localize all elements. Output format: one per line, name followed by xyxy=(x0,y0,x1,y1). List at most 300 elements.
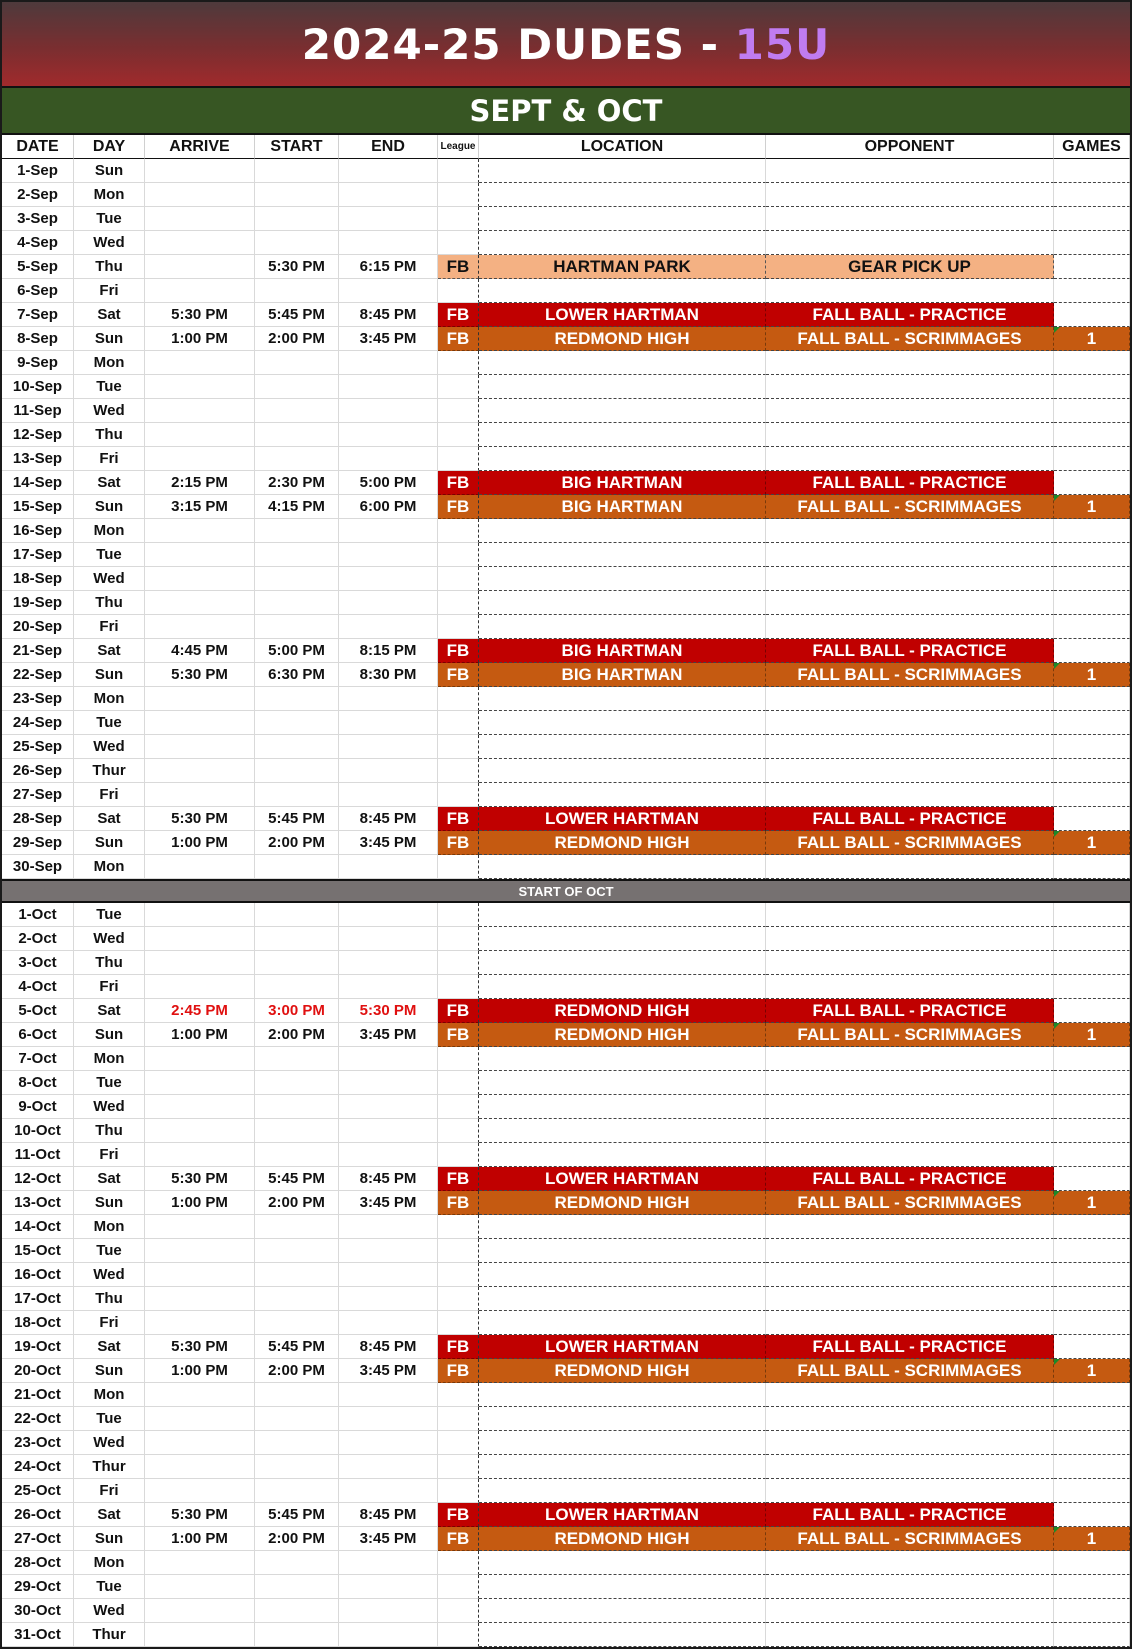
league-cell[interactable]: FB xyxy=(438,999,479,1023)
arrive-cell[interactable] xyxy=(145,1599,255,1623)
games-cell[interactable] xyxy=(1054,759,1130,783)
end-cell[interactable] xyxy=(339,1599,438,1623)
day-cell[interactable]: Sun xyxy=(74,159,145,183)
day-cell[interactable]: Sun xyxy=(74,663,145,687)
arrive-cell[interactable] xyxy=(145,1287,255,1311)
start-cell[interactable]: 2:00 PM xyxy=(255,1023,339,1047)
arrive-cell[interactable] xyxy=(145,687,255,711)
date-cell[interactable]: 30-Oct xyxy=(2,1599,74,1623)
start-cell[interactable]: 5:30 PM xyxy=(255,255,339,279)
opponent-cell[interactable] xyxy=(766,1143,1054,1167)
day-cell[interactable]: Wed xyxy=(74,735,145,759)
games-cell[interactable] xyxy=(1054,303,1130,327)
league-cell[interactable] xyxy=(438,567,479,591)
games-cell[interactable] xyxy=(1054,591,1130,615)
arrive-cell[interactable] xyxy=(145,1119,255,1143)
opponent-cell[interactable] xyxy=(766,1047,1054,1071)
date-cell[interactable]: 15-Sep xyxy=(2,495,74,519)
col-header-date[interactable]: DATE xyxy=(2,135,74,159)
day-cell[interactable]: Wed xyxy=(74,567,145,591)
day-cell[interactable]: Fri xyxy=(74,1143,145,1167)
col-header-arrive[interactable]: ARRIVE xyxy=(145,135,255,159)
location-cell[interactable]: REDMOND HIGH xyxy=(479,1191,766,1215)
day-cell[interactable]: Tue xyxy=(74,1575,145,1599)
games-cell[interactable]: 1 xyxy=(1054,1023,1130,1047)
arrive-cell[interactable] xyxy=(145,255,255,279)
start-cell[interactable] xyxy=(255,207,339,231)
arrive-cell[interactable]: 1:00 PM xyxy=(145,1359,255,1383)
games-cell[interactable] xyxy=(1054,351,1130,375)
date-cell[interactable]: 2-Oct xyxy=(2,927,74,951)
end-cell[interactable] xyxy=(339,1407,438,1431)
location-cell[interactable]: REDMOND HIGH xyxy=(479,1359,766,1383)
end-cell[interactable] xyxy=(339,687,438,711)
end-cell[interactable]: 5:00 PM xyxy=(339,471,438,495)
end-cell[interactable] xyxy=(339,519,438,543)
opponent-cell[interactable] xyxy=(766,1599,1054,1623)
league-cell[interactable] xyxy=(438,183,479,207)
date-cell[interactable]: 24-Sep xyxy=(2,711,74,735)
games-cell[interactable] xyxy=(1054,1431,1130,1455)
date-cell[interactable]: 21-Sep xyxy=(2,639,74,663)
date-cell[interactable]: 26-Oct xyxy=(2,1503,74,1527)
location-cell[interactable] xyxy=(479,951,766,975)
day-cell[interactable]: Thu xyxy=(74,1119,145,1143)
location-cell[interactable] xyxy=(479,159,766,183)
arrive-cell[interactable] xyxy=(145,423,255,447)
day-cell[interactable]: Tue xyxy=(74,711,145,735)
date-cell[interactable]: 3-Sep xyxy=(2,207,74,231)
end-cell[interactable] xyxy=(339,1119,438,1143)
league-cell[interactable] xyxy=(438,687,479,711)
games-cell[interactable] xyxy=(1054,1143,1130,1167)
day-cell[interactable]: Fri xyxy=(74,447,145,471)
arrive-cell[interactable] xyxy=(145,903,255,927)
start-cell[interactable]: 4:15 PM xyxy=(255,495,339,519)
date-cell[interactable]: 15-Oct xyxy=(2,1239,74,1263)
start-cell[interactable]: 5:00 PM xyxy=(255,639,339,663)
opponent-cell[interactable] xyxy=(766,1287,1054,1311)
opponent-cell[interactable]: GEAR PICK UP xyxy=(766,255,1054,279)
location-cell[interactable]: LOWER HARTMAN xyxy=(479,303,766,327)
end-cell[interactable]: 8:45 PM xyxy=(339,1167,438,1191)
arrive-cell[interactable]: 5:30 PM xyxy=(145,807,255,831)
league-cell[interactable] xyxy=(438,1287,479,1311)
date-cell[interactable]: 5-Oct xyxy=(2,999,74,1023)
start-cell[interactable] xyxy=(255,183,339,207)
end-cell[interactable] xyxy=(339,1623,438,1647)
end-cell[interactable] xyxy=(339,423,438,447)
games-cell[interactable] xyxy=(1054,1119,1130,1143)
day-cell[interactable]: Sun xyxy=(74,1023,145,1047)
day-cell[interactable]: Wed xyxy=(74,1599,145,1623)
date-cell[interactable]: 10-Sep xyxy=(2,375,74,399)
day-cell[interactable]: Fri xyxy=(74,279,145,303)
games-cell[interactable] xyxy=(1054,1455,1130,1479)
games-cell[interactable] xyxy=(1054,183,1130,207)
league-cell[interactable] xyxy=(438,903,479,927)
day-cell[interactable]: Mon xyxy=(74,519,145,543)
end-cell[interactable] xyxy=(339,1431,438,1455)
date-cell[interactable]: 14-Sep xyxy=(2,471,74,495)
start-cell[interactable] xyxy=(255,903,339,927)
end-cell[interactable] xyxy=(339,207,438,231)
games-cell[interactable] xyxy=(1054,1503,1130,1527)
day-cell[interactable]: Sun xyxy=(74,831,145,855)
date-cell[interactable]: 11-Oct xyxy=(2,1143,74,1167)
start-cell[interactable] xyxy=(255,975,339,999)
date-cell[interactable]: 9-Sep xyxy=(2,351,74,375)
league-cell[interactable] xyxy=(438,447,479,471)
opponent-cell[interactable] xyxy=(766,1455,1054,1479)
league-cell[interactable]: FB xyxy=(438,471,479,495)
opponent-cell[interactable] xyxy=(766,1479,1054,1503)
location-cell[interactable] xyxy=(479,975,766,999)
games-cell[interactable] xyxy=(1054,423,1130,447)
location-cell[interactable] xyxy=(479,1479,766,1503)
end-cell[interactable] xyxy=(339,903,438,927)
end-cell[interactable]: 3:45 PM xyxy=(339,1191,438,1215)
date-cell[interactable]: 26-Sep xyxy=(2,759,74,783)
start-cell[interactable] xyxy=(255,1455,339,1479)
end-cell[interactable] xyxy=(339,351,438,375)
arrive-cell[interactable]: 2:15 PM xyxy=(145,471,255,495)
league-cell[interactable] xyxy=(438,1119,479,1143)
day-cell[interactable]: Thu xyxy=(74,423,145,447)
games-cell[interactable] xyxy=(1054,207,1130,231)
arrive-cell[interactable]: 5:30 PM xyxy=(145,663,255,687)
games-cell[interactable]: 1 xyxy=(1054,1527,1130,1551)
league-cell[interactable] xyxy=(438,1071,479,1095)
location-cell[interactable]: BIG HARTMAN xyxy=(479,639,766,663)
end-cell[interactable] xyxy=(339,951,438,975)
league-cell[interactable] xyxy=(438,975,479,999)
arrive-cell[interactable] xyxy=(145,1263,255,1287)
date-cell[interactable]: 22-Sep xyxy=(2,663,74,687)
league-cell[interactable] xyxy=(438,1215,479,1239)
opponent-cell[interactable]: FALL BALL - SCRIMMAGES xyxy=(766,1359,1054,1383)
games-cell[interactable] xyxy=(1054,1167,1130,1191)
start-cell[interactable] xyxy=(255,1431,339,1455)
end-cell[interactable]: 8:45 PM xyxy=(339,303,438,327)
day-cell[interactable]: Fri xyxy=(74,783,145,807)
location-cell[interactable] xyxy=(479,1575,766,1599)
col-header-league[interactable]: League xyxy=(438,135,479,159)
league-cell[interactable] xyxy=(438,615,479,639)
end-cell[interactable] xyxy=(339,1239,438,1263)
day-cell[interactable]: Wed xyxy=(74,927,145,951)
location-cell[interactable]: BIG HARTMAN xyxy=(479,471,766,495)
location-cell[interactable] xyxy=(479,903,766,927)
location-cell[interactable]: LOWER HARTMAN xyxy=(479,1503,766,1527)
day-cell[interactable]: Sat xyxy=(74,807,145,831)
arrive-cell[interactable]: 2:45 PM xyxy=(145,999,255,1023)
start-cell[interactable] xyxy=(255,447,339,471)
location-cell[interactable] xyxy=(479,711,766,735)
league-cell[interactable] xyxy=(438,783,479,807)
location-cell[interactable] xyxy=(479,1383,766,1407)
date-cell[interactable]: 17-Sep xyxy=(2,543,74,567)
col-header-day[interactable]: DAY xyxy=(74,135,145,159)
opponent-cell[interactable]: FALL BALL - SCRIMMAGES xyxy=(766,1527,1054,1551)
league-cell[interactable] xyxy=(438,951,479,975)
league-cell[interactable] xyxy=(438,1431,479,1455)
location-cell[interactable] xyxy=(479,687,766,711)
end-cell[interactable] xyxy=(339,279,438,303)
date-cell[interactable]: 25-Oct xyxy=(2,1479,74,1503)
location-cell[interactable] xyxy=(479,351,766,375)
col-header-start[interactable]: START xyxy=(255,135,339,159)
location-cell[interactable] xyxy=(479,759,766,783)
date-cell[interactable]: 29-Oct xyxy=(2,1575,74,1599)
start-cell[interactable] xyxy=(255,159,339,183)
games-cell[interactable]: 1 xyxy=(1054,1191,1130,1215)
opponent-cell[interactable] xyxy=(766,183,1054,207)
league-cell[interactable] xyxy=(438,279,479,303)
start-cell[interactable]: 5:45 PM xyxy=(255,1167,339,1191)
start-cell[interactable] xyxy=(255,1047,339,1071)
league-cell[interactable] xyxy=(438,519,479,543)
date-cell[interactable]: 12-Oct xyxy=(2,1167,74,1191)
arrive-cell[interactable] xyxy=(145,1575,255,1599)
start-cell[interactable]: 5:45 PM xyxy=(255,1335,339,1359)
day-cell[interactable]: Sat xyxy=(74,999,145,1023)
end-cell[interactable]: 6:00 PM xyxy=(339,495,438,519)
day-cell[interactable]: Fri xyxy=(74,1311,145,1335)
arrive-cell[interactable]: 1:00 PM xyxy=(145,1191,255,1215)
games-cell[interactable] xyxy=(1054,375,1130,399)
location-cell[interactable]: REDMOND HIGH xyxy=(479,1023,766,1047)
games-cell[interactable] xyxy=(1054,615,1130,639)
start-cell[interactable] xyxy=(255,231,339,255)
location-cell[interactable] xyxy=(479,1431,766,1455)
col-header-location[interactable]: LOCATION xyxy=(479,135,766,159)
arrive-cell[interactable] xyxy=(145,279,255,303)
date-cell[interactable]: 20-Oct xyxy=(2,1359,74,1383)
day-cell[interactable]: Mon xyxy=(74,1047,145,1071)
arrive-cell[interactable] xyxy=(145,1095,255,1119)
location-cell[interactable]: HARTMAN PARK xyxy=(479,255,766,279)
games-cell[interactable] xyxy=(1054,1575,1130,1599)
end-cell[interactable] xyxy=(339,1383,438,1407)
games-cell[interactable] xyxy=(1054,159,1130,183)
arrive-cell[interactable]: 1:00 PM xyxy=(145,831,255,855)
location-cell[interactable] xyxy=(479,231,766,255)
arrive-cell[interactable] xyxy=(145,399,255,423)
start-cell[interactable] xyxy=(255,855,339,879)
date-cell[interactable]: 16-Sep xyxy=(2,519,74,543)
start-cell[interactable]: 3:00 PM xyxy=(255,999,339,1023)
games-cell[interactable] xyxy=(1054,567,1130,591)
location-cell[interactable]: LOWER HARTMAN xyxy=(479,807,766,831)
start-cell[interactable]: 2:30 PM xyxy=(255,471,339,495)
day-cell[interactable]: Mon xyxy=(74,855,145,879)
arrive-cell[interactable]: 1:00 PM xyxy=(145,327,255,351)
games-cell[interactable] xyxy=(1054,1383,1130,1407)
date-cell[interactable]: 8-Oct xyxy=(2,1071,74,1095)
league-cell[interactable] xyxy=(438,855,479,879)
start-cell[interactable] xyxy=(255,1263,339,1287)
arrive-cell[interactable]: 1:00 PM xyxy=(145,1527,255,1551)
date-cell[interactable]: 23-Oct xyxy=(2,1431,74,1455)
arrive-cell[interactable] xyxy=(145,1479,255,1503)
league-cell[interactable] xyxy=(438,231,479,255)
day-cell[interactable]: Thur xyxy=(74,1623,145,1647)
start-cell[interactable]: 2:00 PM xyxy=(255,327,339,351)
arrive-cell[interactable] xyxy=(145,351,255,375)
games-cell[interactable] xyxy=(1054,1623,1130,1647)
end-cell[interactable] xyxy=(339,1215,438,1239)
end-cell[interactable] xyxy=(339,783,438,807)
league-cell[interactable] xyxy=(438,1599,479,1623)
arrive-cell[interactable] xyxy=(145,231,255,255)
arrive-cell[interactable]: 1:00 PM xyxy=(145,1023,255,1047)
arrive-cell[interactable] xyxy=(145,711,255,735)
date-cell[interactable]: 8-Sep xyxy=(2,327,74,351)
opponent-cell[interactable]: FALL BALL - PRACTICE xyxy=(766,471,1054,495)
league-cell[interactable] xyxy=(438,1095,479,1119)
league-cell[interactable]: FB xyxy=(438,831,479,855)
opponent-cell[interactable]: FALL BALL - PRACTICE xyxy=(766,1503,1054,1527)
end-cell[interactable] xyxy=(339,1455,438,1479)
date-cell[interactable]: 5-Sep xyxy=(2,255,74,279)
date-cell[interactable]: 7-Oct xyxy=(2,1047,74,1071)
opponent-cell[interactable] xyxy=(766,519,1054,543)
location-cell[interactable] xyxy=(479,735,766,759)
end-cell[interactable] xyxy=(339,1047,438,1071)
opponent-cell[interactable]: FALL BALL - PRACTICE xyxy=(766,1167,1054,1191)
start-cell[interactable] xyxy=(255,423,339,447)
games-cell[interactable] xyxy=(1054,855,1130,879)
date-cell[interactable]: 6-Sep xyxy=(2,279,74,303)
day-cell[interactable]: Mon xyxy=(74,183,145,207)
opponent-cell[interactable]: FALL BALL - PRACTICE xyxy=(766,303,1054,327)
date-cell[interactable]: 7-Sep xyxy=(2,303,74,327)
end-cell[interactable] xyxy=(339,615,438,639)
opponent-cell[interactable] xyxy=(766,759,1054,783)
league-cell[interactable] xyxy=(438,1623,479,1647)
start-cell[interactable] xyxy=(255,711,339,735)
league-cell[interactable] xyxy=(438,1143,479,1167)
league-cell[interactable]: FB xyxy=(438,303,479,327)
opponent-cell[interactable]: FALL BALL - SCRIMMAGES xyxy=(766,663,1054,687)
games-cell[interactable] xyxy=(1054,543,1130,567)
end-cell[interactable] xyxy=(339,1071,438,1095)
day-cell[interactable]: Thur xyxy=(74,1455,145,1479)
arrive-cell[interactable] xyxy=(145,207,255,231)
games-cell[interactable]: 1 xyxy=(1054,327,1130,351)
opponent-cell[interactable] xyxy=(766,615,1054,639)
day-cell[interactable]: Fri xyxy=(74,975,145,999)
league-cell[interactable]: FB xyxy=(438,807,479,831)
opponent-cell[interactable] xyxy=(766,207,1054,231)
games-cell[interactable] xyxy=(1054,399,1130,423)
opponent-cell[interactable] xyxy=(766,447,1054,471)
end-cell[interactable] xyxy=(339,231,438,255)
end-cell[interactable] xyxy=(339,591,438,615)
date-cell[interactable]: 14-Oct xyxy=(2,1215,74,1239)
start-cell[interactable] xyxy=(255,279,339,303)
opponent-cell[interactable] xyxy=(766,591,1054,615)
location-cell[interactable]: REDMOND HIGH xyxy=(479,1527,766,1551)
opponent-cell[interactable] xyxy=(766,1431,1054,1455)
day-cell[interactable]: Fri xyxy=(74,615,145,639)
date-cell[interactable]: 9-Oct xyxy=(2,1095,74,1119)
end-cell[interactable] xyxy=(339,855,438,879)
start-cell[interactable] xyxy=(255,783,339,807)
games-cell[interactable] xyxy=(1054,1215,1130,1239)
date-cell[interactable]: 28-Oct xyxy=(2,1551,74,1575)
games-cell[interactable] xyxy=(1054,903,1130,927)
games-cell[interactable] xyxy=(1054,1407,1130,1431)
league-cell[interactable] xyxy=(438,759,479,783)
arrive-cell[interactable] xyxy=(145,543,255,567)
opponent-cell[interactable]: FALL BALL - PRACTICE xyxy=(766,807,1054,831)
league-cell[interactable]: FB xyxy=(438,1023,479,1047)
day-cell[interactable]: Thur xyxy=(74,759,145,783)
date-cell[interactable]: 10-Oct xyxy=(2,1119,74,1143)
location-cell[interactable] xyxy=(479,279,766,303)
date-cell[interactable]: 18-Oct xyxy=(2,1311,74,1335)
opponent-cell[interactable] xyxy=(766,399,1054,423)
opponent-cell[interactable]: FALL BALL - SCRIMMAGES xyxy=(766,1023,1054,1047)
start-cell[interactable] xyxy=(255,1383,339,1407)
date-cell[interactable]: 30-Sep xyxy=(2,855,74,879)
arrive-cell[interactable] xyxy=(145,1215,255,1239)
league-cell[interactable] xyxy=(438,423,479,447)
start-cell[interactable] xyxy=(255,927,339,951)
games-cell[interactable] xyxy=(1054,1239,1130,1263)
location-cell[interactable] xyxy=(479,207,766,231)
opponent-cell[interactable] xyxy=(766,375,1054,399)
games-cell[interactable]: 1 xyxy=(1054,831,1130,855)
day-cell[interactable]: Sun xyxy=(74,1359,145,1383)
date-cell[interactable]: 2-Sep xyxy=(2,183,74,207)
start-cell[interactable] xyxy=(255,543,339,567)
games-cell[interactable] xyxy=(1054,807,1130,831)
league-cell[interactable] xyxy=(438,1311,479,1335)
arrive-cell[interactable]: 4:45 PM xyxy=(145,639,255,663)
day-cell[interactable]: Tue xyxy=(74,903,145,927)
start-cell[interactable] xyxy=(255,951,339,975)
day-cell[interactable]: Tue xyxy=(74,1407,145,1431)
day-cell[interactable]: Tue xyxy=(74,1071,145,1095)
arrive-cell[interactable] xyxy=(145,591,255,615)
start-cell[interactable]: 2:00 PM xyxy=(255,1527,339,1551)
games-cell[interactable] xyxy=(1054,951,1130,975)
arrive-cell[interactable] xyxy=(145,735,255,759)
date-cell[interactable]: 27-Sep xyxy=(2,783,74,807)
location-cell[interactable] xyxy=(479,1095,766,1119)
arrive-cell[interactable] xyxy=(145,519,255,543)
league-cell[interactable]: FB xyxy=(438,1335,479,1359)
end-cell[interactable]: 5:30 PM xyxy=(339,999,438,1023)
date-cell[interactable]: 12-Sep xyxy=(2,423,74,447)
location-cell[interactable]: REDMOND HIGH xyxy=(479,327,766,351)
games-cell[interactable] xyxy=(1054,1047,1130,1071)
start-cell[interactable] xyxy=(255,1215,339,1239)
league-cell[interactable] xyxy=(438,207,479,231)
start-cell[interactable] xyxy=(255,735,339,759)
arrive-cell[interactable]: 5:30 PM xyxy=(145,1335,255,1359)
col-header-opponent[interactable]: OPPONENT xyxy=(766,135,1054,159)
games-cell[interactable] xyxy=(1054,687,1130,711)
start-cell[interactable] xyxy=(255,1095,339,1119)
start-cell[interactable]: 6:30 PM xyxy=(255,663,339,687)
arrive-cell[interactable] xyxy=(145,759,255,783)
end-cell[interactable]: 3:45 PM xyxy=(339,1359,438,1383)
date-cell[interactable]: 3-Oct xyxy=(2,951,74,975)
